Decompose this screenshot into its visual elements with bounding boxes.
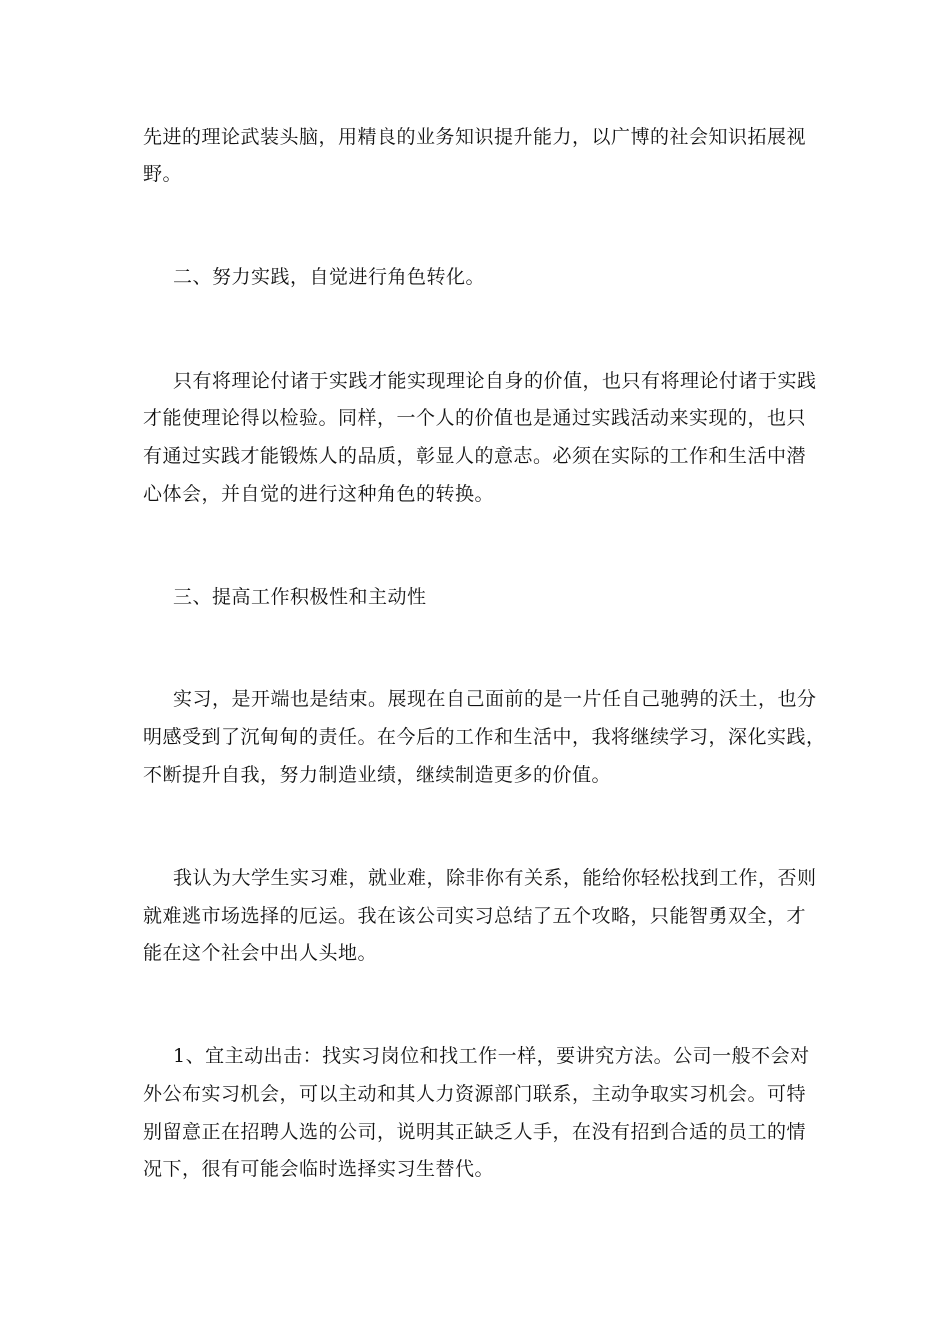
text-line: 明感受到了沉甸甸的责任。在今后的工作和生活中，我将继续学习，深化实践， bbox=[143, 726, 826, 748]
section-heading-3: 三、提高工作积极性和主动性 bbox=[173, 586, 427, 608]
text-line: 1、宜主动出击：找实习岗位和找工作一样，要讲究方法。公司一般不会对 bbox=[173, 1045, 810, 1067]
text-line: 外公布实习机会，可以主动和其人力资源部门联系，主动争取实习机会。可特 bbox=[143, 1083, 807, 1105]
text-line: 先进的理论武装头脑，用精良的业务知识提升能力，以广博的社会知识拓展视 bbox=[143, 126, 807, 148]
text-line: 别留意正在招聘人选的公司，说明其正缺乏人手，在没有招到合适的员工的情 bbox=[143, 1121, 807, 1143]
text-line: 野。 bbox=[143, 163, 183, 185]
text-line: 我认为大学生实习难，就业难，除非你有关系，能给你轻松找到工作，否则 bbox=[173, 867, 817, 889]
text-line: 就难逃市场选择的厄运。我在该公司实习总结了五个攻略，只能智勇双全，才 bbox=[143, 905, 807, 927]
section-heading-2: 二、努力实践，自觉进行角色转化。 bbox=[173, 266, 486, 288]
text-line: 实习，是开端也是结束。展现在自己面前的是一片任自己驰骋的沃土，也分 bbox=[173, 688, 817, 710]
text-line: 才能使理论得以检验。同样，一个人的价值也是通过实践活动来实现的，也只 bbox=[143, 407, 807, 429]
text-line: 能在这个社会中出人头地。 bbox=[143, 942, 378, 964]
text-line: 况下，很有可能会临时选择实习生替代。 bbox=[143, 1158, 495, 1180]
text-line: 心体会，并自觉的进行这种角色的转换。 bbox=[143, 483, 495, 505]
text-line: 有通过实践才能锻炼人的品质，彰显人的意志。必须在实际的工作和生活中潜 bbox=[143, 445, 807, 467]
text-line: 不断提升自我，努力制造业绩，继续制造更多的价值。 bbox=[143, 764, 612, 786]
text-line: 只有将理论付诸于实践才能实现理论自身的价值，也只有将理论付诸于实践 bbox=[173, 370, 817, 392]
